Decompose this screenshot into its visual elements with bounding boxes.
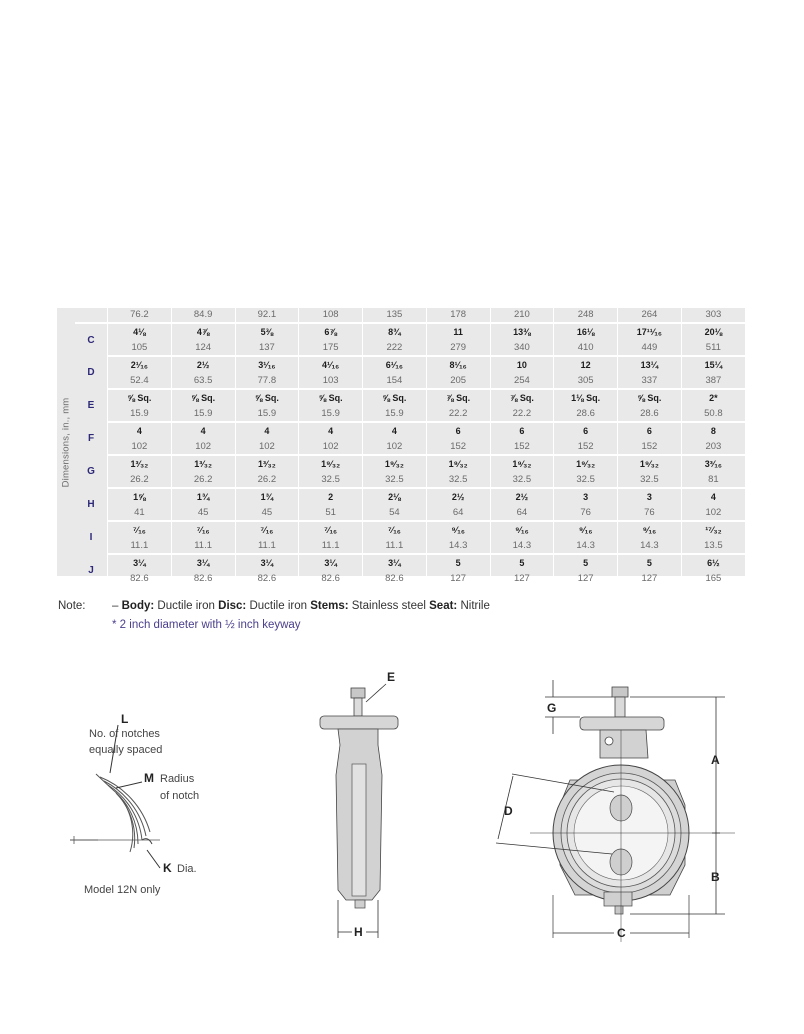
table-cell-inch: 3³⁄₁₆ <box>681 455 745 472</box>
table-cell-mm: 135 <box>363 308 427 323</box>
note-disc-key: Disc: <box>218 600 247 612</box>
table-cell-mm: 22.2 <box>426 406 490 422</box>
table-cell-mm: 387 <box>681 373 745 389</box>
table-cell-inch: 1⁹⁄₃₂ <box>426 455 490 472</box>
label-L: L <box>121 712 129 726</box>
table-cell-mm: 11.1 <box>108 538 172 554</box>
table-cell-inch: 4 <box>363 422 427 439</box>
table-row-h-inch <box>75 488 745 505</box>
table-cell-mm: 32.5 <box>554 472 618 488</box>
dimensions-side-label-text: Dimensions, in., mm <box>60 397 72 487</box>
table-cell-mm: 76 <box>618 505 682 521</box>
table-cell-mm: 15.9 <box>108 406 172 422</box>
table-cell-inch: ⁷⁄₁₆ <box>363 521 427 538</box>
table-cell-mm: 32.5 <box>618 472 682 488</box>
table-cell-mm: 340 <box>490 340 554 356</box>
table-cell-inch: 17¹¹⁄₁₆ <box>618 323 682 340</box>
note-seat-key: Seat: <box>429 600 458 612</box>
table-cell-mm: 15.9 <box>363 406 427 422</box>
table-cell-inch: 5 <box>618 554 682 571</box>
table-cell-mm: 337 <box>618 373 682 389</box>
table-cell-inch: 20⅛ <box>681 323 745 340</box>
row-label-i: I <box>89 532 93 543</box>
table-cell-mm: 127 <box>426 571 490 587</box>
table-cell-mm: 105 <box>108 340 172 356</box>
table-cell-mm: 82.6 <box>363 571 427 587</box>
table-cell-inch: 1⁹⁄₃₂ <box>490 455 554 472</box>
row-label-j: J <box>88 565 94 576</box>
note-label: Note: <box>58 600 86 612</box>
table-cell-mm: 45 <box>171 505 235 521</box>
table-row-g-mm <box>75 472 745 488</box>
table-cell-mm: 203 <box>681 439 745 455</box>
dimensions-side-label <box>57 308 75 576</box>
table-cell-mm: 14.3 <box>490 538 554 554</box>
table-cell-mm: 54 <box>363 505 427 521</box>
front-view-drawing <box>496 680 735 942</box>
note-body-value: Ductile iron <box>157 600 215 612</box>
table-cell-inch: ⁷⁄₁₆ <box>171 521 235 538</box>
table-cell-inch: ⁷⁄₁₆ <box>108 521 172 538</box>
row-label-blank <box>75 308 108 323</box>
table-cell-mm: 127 <box>490 571 554 587</box>
table-row-j-mm <box>75 571 745 587</box>
table-cell-mm: 108 <box>299 308 363 323</box>
table-cell-inch: ⁷⁄₁₆ <box>235 521 299 538</box>
table-cell-mm: 103 <box>299 373 363 389</box>
table-cell-mm: 11.1 <box>235 538 299 554</box>
table-cell-mm: 102 <box>171 439 235 455</box>
table-cell-mm: 102 <box>363 439 427 455</box>
table-cell-inch: 1⁹⁄₃₂ <box>299 455 363 472</box>
table-cell-mm: 449 <box>618 340 682 356</box>
table-cell-inch: 4 <box>171 422 235 439</box>
table-cell-mm: 15.9 <box>299 406 363 422</box>
table-cell-mm: 76 <box>554 505 618 521</box>
table-cell-inch: 12 <box>554 356 618 373</box>
table-cell-inch: 4 <box>299 422 363 439</box>
table-cell-inch: 4⅞ <box>171 323 235 340</box>
table-cell-mm: 222 <box>363 340 427 356</box>
table-cell-inch: 4 <box>235 422 299 439</box>
table-cell-mm: 14.3 <box>426 538 490 554</box>
table-row-d-inch <box>75 356 745 373</box>
table-cell-mm: 11.1 <box>171 538 235 554</box>
table-cell-mm: 14.3 <box>618 538 682 554</box>
table-cell-inch: 3¼ <box>363 554 427 571</box>
table-cell-mm: 137 <box>235 340 299 356</box>
table-cell-mm: 178 <box>426 308 490 323</box>
row-label-h: H <box>87 499 95 510</box>
table-cell-inch: 5 <box>554 554 618 571</box>
table-cell-inch: ⅞ Sq. <box>490 389 554 406</box>
table-cell-inch: 11 <box>426 323 490 340</box>
table-cell-mm: 51 <box>299 505 363 521</box>
drawings-area <box>0 650 804 950</box>
table-cell-inch: ⁷⁄₁₆ <box>299 521 363 538</box>
table-cell-mm: 248 <box>554 308 618 323</box>
table-cell-mm: 82.6 <box>235 571 299 587</box>
table-cell-inch: 2 <box>299 488 363 505</box>
notches-text-1: No. of notches <box>89 728 160 740</box>
table-row-top-mm <box>75 308 745 323</box>
table-cell-inch: 13⅜ <box>490 323 554 340</box>
table-cell-inch: 5⅜ <box>235 323 299 340</box>
table-cell-inch: 1³⁄₃₂ <box>171 455 235 472</box>
table-cell-inch: ⁹⁄₁₆ <box>554 521 618 538</box>
note-disc-value: Ductile iron <box>249 600 307 612</box>
radius-text-2: of notch <box>160 790 200 802</box>
table-cell-mm: 64 <box>490 505 554 521</box>
table-cell-mm: 152 <box>618 439 682 455</box>
table-cell-mm: 102 <box>681 505 745 521</box>
table-cell-mm: 102 <box>108 439 172 455</box>
note-body-key: Body: <box>121 600 155 612</box>
table-cell-inch: ⅝ Sq. <box>171 389 235 406</box>
table-cell-mm: 32.5 <box>426 472 490 488</box>
row-label-c: C <box>87 334 95 346</box>
radius-text-1: Radius <box>160 773 195 785</box>
table-cell-mm: 76.2 <box>108 308 172 323</box>
table-cell-inch: 2¹⁄₁₆ <box>108 356 172 373</box>
table-cell-inch: 1⁹⁄₃₂ <box>618 455 682 472</box>
label-K: K <box>163 861 172 875</box>
table-cell-mm: 26.2 <box>108 472 172 488</box>
table-row-e-mm <box>75 406 745 422</box>
table-cell-inch: 5 <box>490 554 554 571</box>
table-cell-mm: 81 <box>681 472 745 488</box>
label-A: A <box>711 753 720 767</box>
table-cell-mm: 15.9 <box>235 406 299 422</box>
table-cell-mm: 45 <box>235 505 299 521</box>
table-cell-inch: 6 <box>426 422 490 439</box>
table-cell-inch: 4 <box>681 488 745 505</box>
technical-drawings <box>0 650 804 950</box>
table-cell-inch: 8¾ <box>363 323 427 340</box>
table-cell-inch: 4⅛ <box>108 323 172 340</box>
table-row-c-inch <box>75 323 745 340</box>
note-stems-key: Stems: <box>310 600 349 612</box>
table-cell-inch: ⅝ Sq. <box>108 389 172 406</box>
table-cell-mm: 264 <box>618 308 682 323</box>
table-cell-mm: 82.6 <box>299 571 363 587</box>
model-note: Model 12N only <box>84 884 161 896</box>
table-cell-inch: 3¼ <box>299 554 363 571</box>
table-cell-mm: 14.3 <box>554 538 618 554</box>
table-cell-mm: 26.2 <box>235 472 299 488</box>
table-cell-mm: 41 <box>108 505 172 521</box>
table-cell-inch: 1⅛ Sq. <box>554 389 618 406</box>
table-cell-mm: 410 <box>554 340 618 356</box>
dia-text: Dia. <box>177 863 197 875</box>
table-cell-mm: 50.8 <box>681 406 745 422</box>
table-cell-mm: 13.5 <box>681 538 745 554</box>
table-cell-mm: 22.2 <box>490 406 554 422</box>
table-cell-inch: 2* <box>681 389 745 406</box>
table-row-i-inch <box>75 521 745 538</box>
table-cell-inch: 2½ <box>490 488 554 505</box>
table-cell-inch: 15¼ <box>681 356 745 373</box>
table-cell-inch: 13¼ <box>618 356 682 373</box>
table-cell-inch: ⅝ Sq. <box>363 389 427 406</box>
notches-text-2: equally spaced <box>89 744 163 756</box>
table-cell-inch: 1⅝ <box>108 488 172 505</box>
table-cell-mm: 32.5 <box>299 472 363 488</box>
table-cell-inch: 3¼ <box>235 554 299 571</box>
table-row-d-mm <box>75 373 745 389</box>
table-cell-inch: ⁹⁄₁₆ <box>426 521 490 538</box>
table-cell-mm: 77.8 <box>235 373 299 389</box>
table-cell-inch: 4 <box>108 422 172 439</box>
table-cell-inch: 8 <box>681 422 745 439</box>
table-cell-mm: 84.9 <box>171 308 235 323</box>
table-cell-mm: 32.5 <box>363 472 427 488</box>
table-cell-inch: 6¹⁄₁₆ <box>363 356 427 373</box>
table-cell-inch: 3 <box>618 488 682 505</box>
table-cell-inch: 16⅛ <box>554 323 618 340</box>
table-cell-mm: 15.9 <box>171 406 235 422</box>
row-label-d: D <box>87 367 95 378</box>
table-cell-inch: 6 <box>554 422 618 439</box>
table-cell-mm: 303 <box>681 308 745 323</box>
table-cell-mm: 152 <box>490 439 554 455</box>
table-cell-inch: 1⁹⁄₃₂ <box>554 455 618 472</box>
table-cell-inch: ¹⁷⁄₃₂ <box>681 521 745 538</box>
table-cell-mm: 63.5 <box>171 373 235 389</box>
table-row-h-mm <box>75 505 745 521</box>
table-cell-mm: 28.6 <box>554 406 618 422</box>
label-G: G <box>547 701 557 715</box>
table-cell-inch: 1⁹⁄₃₂ <box>363 455 427 472</box>
table-cell-inch: 3¼ <box>171 554 235 571</box>
table-cell-inch: 3 <box>554 488 618 505</box>
table-row-f-inch <box>75 422 745 439</box>
row-label-e: E <box>87 400 95 411</box>
table-cell-inch: 6½ <box>681 554 745 571</box>
label-H: H <box>354 925 363 939</box>
table-cell-inch: ⁹⁄₁₆ <box>490 521 554 538</box>
table-cell-inch: 10 <box>490 356 554 373</box>
note-materials <box>112 600 490 612</box>
table-cell-mm: 102 <box>299 439 363 455</box>
table-cell-inch: 4¹⁄₁₆ <box>299 356 363 373</box>
table-cell-inch: 1³⁄₃₂ <box>235 455 299 472</box>
note-footnote: * 2 inch diameter with ½ inch keyway <box>112 619 301 631</box>
table-cell-mm: 305 <box>554 373 618 389</box>
table-cell-mm: 279 <box>426 340 490 356</box>
table-cell-mm: 92.1 <box>235 308 299 323</box>
row-label-f: F <box>87 433 95 444</box>
table-cell-inch: 5 <box>426 554 490 571</box>
label-D: D <box>504 804 513 818</box>
label-B: B <box>711 870 720 884</box>
table-cell-mm: 154 <box>363 373 427 389</box>
row-label-g: G <box>87 466 95 477</box>
table-cell-inch: 1¾ <box>171 488 235 505</box>
table-cell-mm: 127 <box>554 571 618 587</box>
table-cell-mm: 124 <box>171 340 235 356</box>
table-cell-mm: 254 <box>490 373 554 389</box>
table-cell-inch: ⅝ Sq. <box>618 389 682 406</box>
note-dash: – <box>112 600 119 612</box>
table-row-i-mm <box>75 538 745 554</box>
table-cell-inch: 1¾ <box>235 488 299 505</box>
table-cell-inch: ⁹⁄₁₆ <box>618 521 682 538</box>
table-cell-inch: 3¼ <box>108 554 172 571</box>
table-cell-mm: 11.1 <box>363 538 427 554</box>
table-cell-inch: 8¹⁄₁₆ <box>426 356 490 373</box>
label-C: C <box>617 926 626 940</box>
table-cell-inch: 2½ <box>426 488 490 505</box>
table-cell-inch: 2⅛ <box>363 488 427 505</box>
table-row-f-mm <box>75 439 745 455</box>
table-cell-mm: 152 <box>554 439 618 455</box>
table-cell-inch: 3¹⁄₁₆ <box>235 356 299 373</box>
table-cell-inch: ⅝ Sq. <box>299 389 363 406</box>
table-cell-mm: 175 <box>299 340 363 356</box>
table-cell-inch: ⅞ Sq. <box>426 389 490 406</box>
table-cell-mm: 28.6 <box>618 406 682 422</box>
table-cell-mm: 165 <box>681 571 745 587</box>
table-cell-mm: 64 <box>426 505 490 521</box>
table-cell-inch: 1³⁄₃₂ <box>108 455 172 472</box>
note-seat-value: Nitrile <box>460 600 490 612</box>
table-cell-inch: ⅝ Sq. <box>235 389 299 406</box>
table-cell-inch: 2½ <box>171 356 235 373</box>
table-cell-mm: 102 <box>235 439 299 455</box>
table-cell-inch: 6 <box>618 422 682 439</box>
side-view-drawing <box>320 684 398 938</box>
table-cell-inch: 6⅞ <box>299 323 363 340</box>
dimensions-table <box>75 308 745 588</box>
table-cell-mm: 152 <box>426 439 490 455</box>
table-cell-mm: 82.6 <box>108 571 172 587</box>
table-cell-mm: 11.1 <box>299 538 363 554</box>
label-E: E <box>387 670 396 684</box>
table-cell-mm: 26.2 <box>171 472 235 488</box>
table-cell-inch: 6 <box>490 422 554 439</box>
label-M: M <box>144 771 154 785</box>
table-row-e-inch <box>75 389 745 406</box>
table-cell-mm: 205 <box>426 373 490 389</box>
table-cell-mm: 511 <box>681 340 745 356</box>
table-cell-mm: 127 <box>618 571 682 587</box>
table-cell-mm: 210 <box>490 308 554 323</box>
table-cell-mm: 32.5 <box>490 472 554 488</box>
table-row-j-inch <box>75 554 745 571</box>
table-cell-mm: 52.4 <box>108 373 172 389</box>
table-row-c-mm <box>75 340 745 356</box>
dimensions-table-panel <box>57 308 745 584</box>
note-stems-value: Stainless steel <box>351 600 426 612</box>
table-row-g-inch <box>75 455 745 472</box>
table-cell-mm: 82.6 <box>171 571 235 587</box>
